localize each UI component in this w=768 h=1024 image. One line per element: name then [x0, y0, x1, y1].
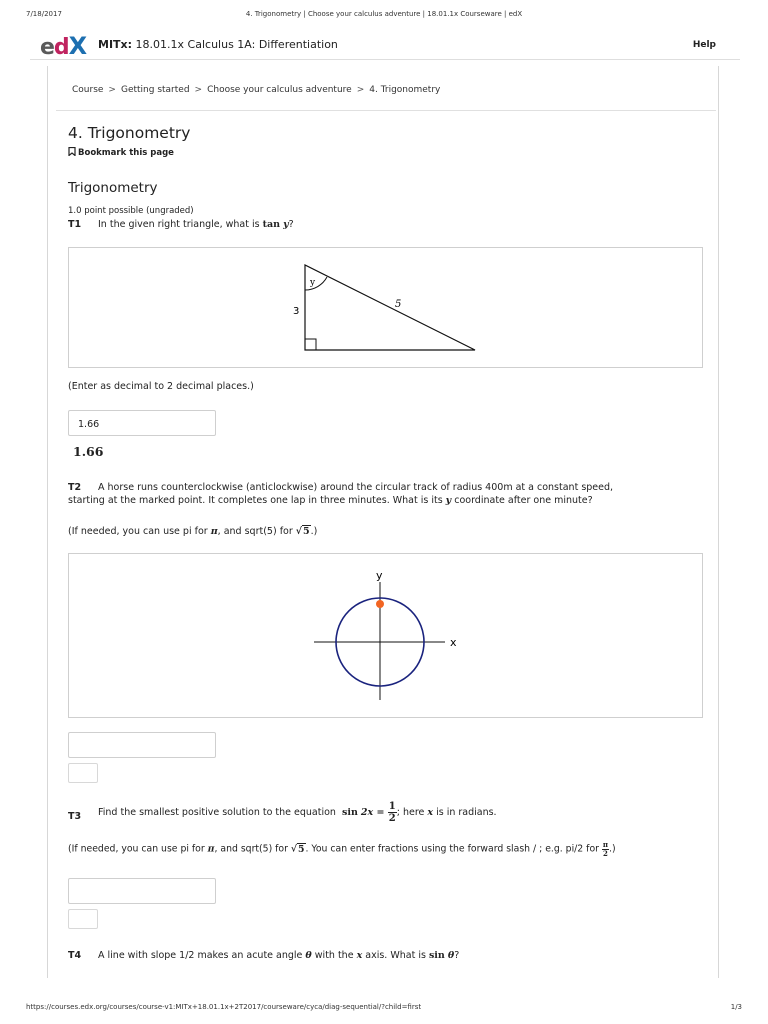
print-footer: [0, 1003, 768, 1015]
right-triangle-diagram: [69, 248, 702, 367]
breadcrumb-course[interactable]: Course: [72, 85, 104, 95]
q1-instruction: (Enter as decimal to 2 decimal places.): [68, 381, 254, 392]
q3-hint: (If needed, you can use pi for π, and sqrt(5) for √5. You can enter fractions using the forward slash / ; e.g. pi/2 for $\frac{\pi}{2}$ .): [68, 840, 616, 858]
q4-text: A line with slope 1/2 makes an acute angle θ with the x axis. What is sin θ?: [98, 950, 460, 961]
q3-text: Find the smallest positive solution to the equation sin 2x = $\frac{1}{2}$ ; here x is in radians.: [98, 801, 497, 824]
triangle-figure: [68, 247, 703, 368]
q2-label: T2: [68, 482, 82, 493]
x-axis-label: x: [450, 636, 457, 649]
bookmark-label: Bookmark this page: [78, 148, 174, 158]
course-name: 18.01.1x Calculus 1A: Differentiation: [135, 38, 338, 51]
hypotenuse-label: 5: [395, 299, 402, 310]
q4-label: T4: [68, 950, 82, 961]
points-possible: 1.0 point possible (ungraded): [68, 206, 194, 216]
q2-hint: (If needed, you can use pi for π, and sqrt(5) for √5.): [68, 526, 318, 537]
y-axis-label: y: [376, 569, 383, 582]
course-title: [98, 38, 338, 51]
bookmark-button[interactable]: [68, 147, 174, 158]
q3-answer-input[interactable]: [68, 878, 216, 904]
breadcrumb-divider: [56, 110, 716, 111]
q3-label: T3: [68, 811, 82, 822]
site-header: [30, 30, 730, 58]
circle-track-diagram: [69, 554, 702, 717]
q2-answer-input[interactable]: [68, 732, 216, 758]
q3-status-box: [68, 909, 98, 929]
circle-track-figure: [68, 553, 703, 718]
angle-label: y: [310, 278, 316, 288]
header-divider: [30, 59, 740, 60]
print-header: [0, 10, 768, 22]
print-page-number: 1/3: [730, 1003, 742, 1011]
q1-text: In the given right triangle, what is tan y?: [98, 219, 294, 230]
breadcrumb-current: 4. Trigonometry: [369, 85, 441, 95]
edx-logo[interactable]: edX: [40, 32, 87, 60]
right-angle-marker: [305, 339, 316, 350]
print-doc-title: 4. Trigonometry | Choose your calculus adventure | 18.01.1x Courseware | edX: [245, 10, 523, 18]
q2-text: A horse runs counterclockwise (anticlockwise) around the circular track of radius 400m at a constant speed, starting at the marked point. It completes one lap in three minutes. What is its y coordinate after one minute?: [68, 482, 614, 506]
side-label-3: 3: [293, 306, 300, 317]
q1-answer-input[interactable]: 1.66: [68, 410, 216, 436]
help-link[interactable]: Help: [692, 40, 716, 50]
breadcrumb-getting-started[interactable]: Getting started: [120, 85, 190, 95]
breadcrumb: Course > Getting started > Choose your calculus adventure > 4. Trigonometry: [72, 85, 441, 95]
bookmark-icon: [68, 147, 76, 156]
q2-status-box: [68, 763, 98, 783]
print-url: https://courses.edx.org/courses/course-v1:MITx+18.01.1x+2T2017/courseware/cyca/diag-sequential/?child=first: [26, 1003, 422, 1011]
print-date: 7/18/2017: [26, 10, 62, 18]
course-prefix: MITx:: [98, 38, 133, 51]
q1-preview: 1.66: [73, 444, 104, 459]
q1-label: T1: [68, 219, 82, 230]
page-title: 4. Trigonometry: [68, 124, 191, 142]
triangle: [305, 265, 475, 350]
angle-arc: [305, 277, 327, 290]
start-point-marker: [376, 600, 384, 608]
breadcrumb-choose-adventure[interactable]: Choose your calculus adventure: [207, 85, 352, 95]
section-title: Trigonometry: [68, 180, 158, 196]
